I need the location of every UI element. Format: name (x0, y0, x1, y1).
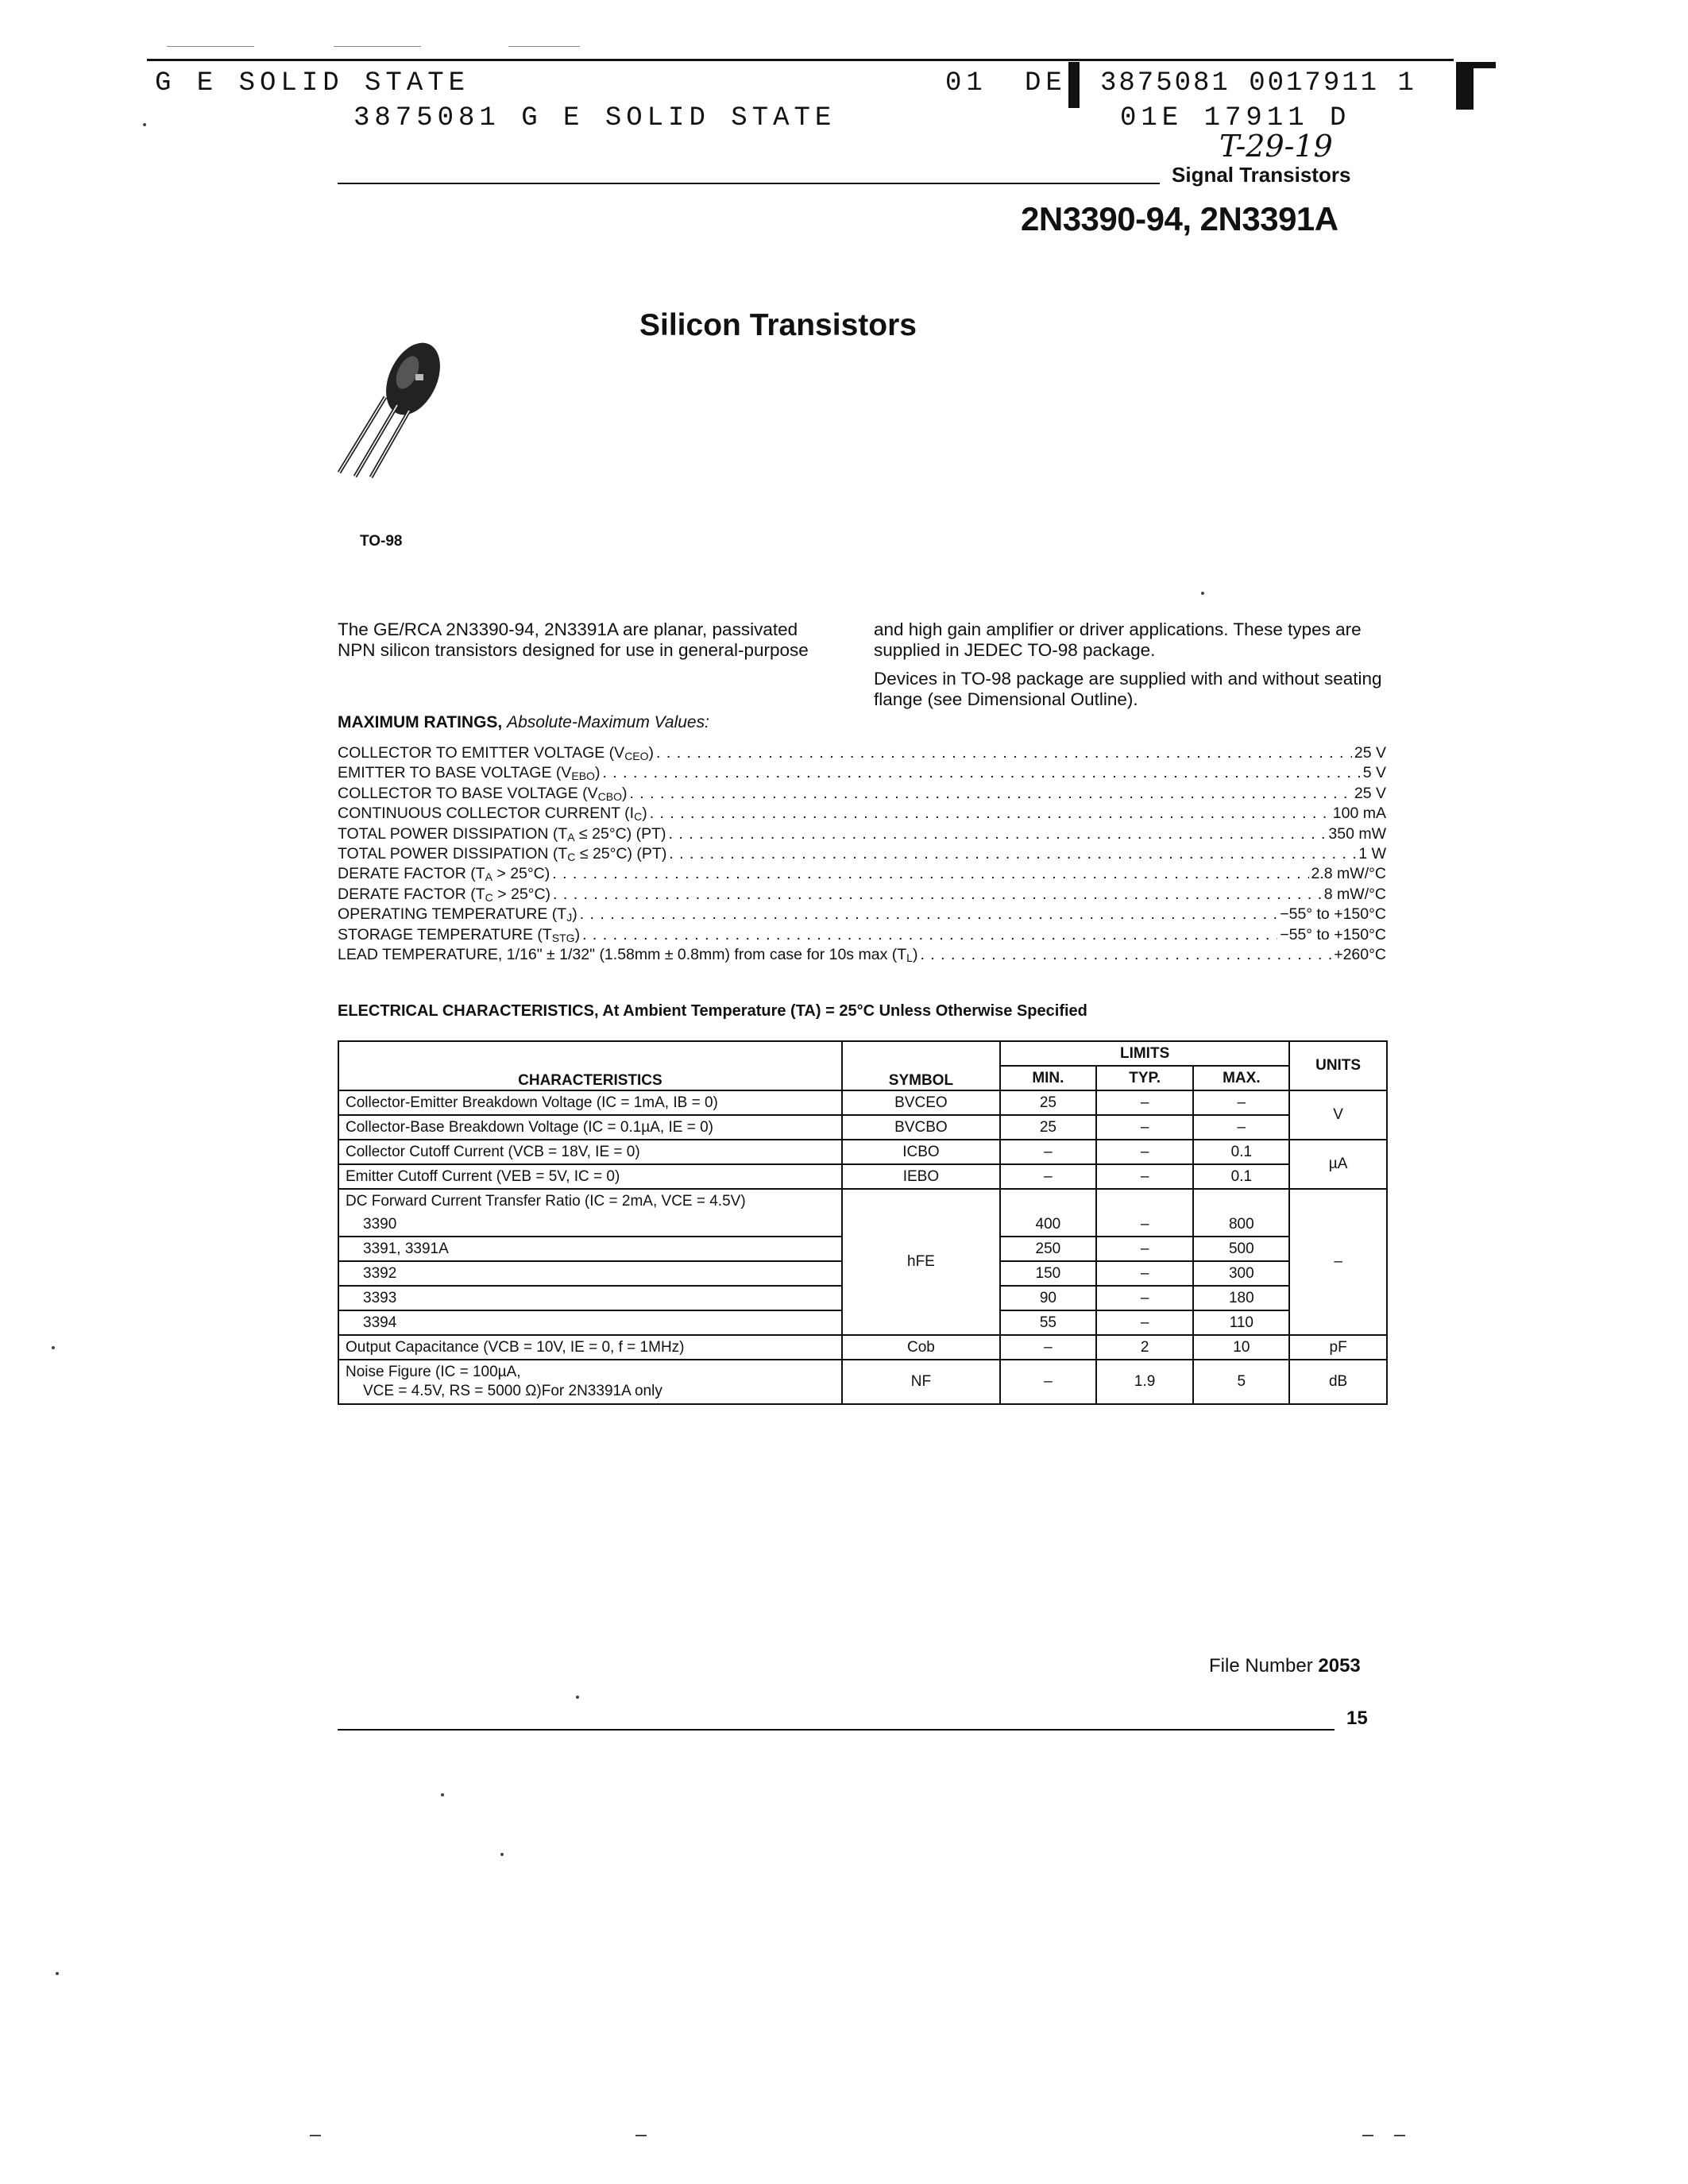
row-symbol: BVCBO (842, 1115, 1000, 1140)
hfe-part: 3391, 3391A (338, 1237, 842, 1261)
rating-row (338, 805, 1386, 824)
nf-min: – (1000, 1360, 1096, 1404)
table-row (338, 1140, 1387, 1164)
header-symbol: SYMBOL (842, 1041, 1000, 1090)
table-row (338, 1115, 1387, 1140)
row-units-ua: µA (1289, 1140, 1387, 1189)
row-symbol: ICBO (842, 1140, 1000, 1164)
nf-symbol: NF (842, 1360, 1000, 1404)
rating-row (338, 946, 1386, 966)
hfe-blank-min (1000, 1189, 1096, 1213)
row-typ: – (1096, 1164, 1194, 1189)
hfe-part: 3393 (338, 1286, 842, 1310)
hfe-heading: DC Forward Current Transfer Ratio (IC = 2mA, VCE = 4.5V) (338, 1189, 842, 1213)
file-number (1209, 1655, 1361, 1677)
rating-label: COLLECTOR TO EMITTER VOLTAGE $(V_{CEO})$ (338, 744, 655, 762)
row-typ: – (1096, 1090, 1194, 1115)
rating-value: 1 W (1358, 845, 1386, 862)
row-char: Emitter Cutoff Current (VEB = 5V, IC = 0) (338, 1164, 842, 1189)
rating-row (338, 764, 1386, 784)
section-rule (338, 183, 1160, 184)
hfe-part: 3390 (338, 1213, 842, 1237)
hfe-part: 3394 (338, 1310, 842, 1335)
package-label: TO-98 (360, 533, 403, 550)
cob-min: – (1000, 1335, 1096, 1360)
rating-value: −55° to +150°C (1280, 925, 1386, 943)
rating-value: 25 V (1354, 744, 1386, 762)
rating-value: 8 mW/°C (1323, 885, 1386, 903)
row-max: 0.1 (1193, 1164, 1289, 1189)
cob-max: 10 (1193, 1335, 1289, 1360)
rating-value: 25 V (1354, 784, 1386, 802)
hfe-min: 90 (1000, 1286, 1096, 1310)
hfe-typ: – (1096, 1286, 1194, 1310)
rating-label: TOTAL POWER DISSIPATION $(T_C \le 25^\circ C)$ (PT) (338, 845, 667, 863)
electrical-title: ELECTRICAL CHARACTERISTICS, At Ambient Temperature (TA) = 25°C Unless Otherwise Specified (338, 1002, 1087, 1020)
intro-col2-p2: Devices in TO-98 package are supplied with and without seating flange (see Dimensional Outline). (874, 669, 1382, 709)
rating-leader-dots (920, 946, 1331, 964)
intro-col1: The GE/RCA 2N3390-94, 2N3391A are planar, passivated NPN silicon transistors designed for use in general-purpose (338, 619, 809, 660)
rating-label: CONTINUOUS COLLECTOR CURRENT $(I_C)$ (338, 805, 647, 824)
rating-leader-dots (552, 865, 1308, 883)
hfe-typ: – (1096, 1310, 1194, 1335)
nf-char-line2: VCE = 4.5V, RS = 5000 Ω)For 2N3391A only (363, 1383, 662, 1399)
rating-value: 100 mA (1332, 805, 1386, 823)
intro-col2-p1: and high gain amplifier or driver applications. These types are supplied in JEDEC TO-98 package. (874, 619, 1362, 660)
row-typ: – (1096, 1115, 1194, 1140)
nf-char-line1: Noise Figure (IC = 100µA, (346, 1364, 521, 1380)
hfe-units: – (1289, 1189, 1387, 1335)
handwritten-note: T-29-19 (1219, 129, 1333, 164)
header-max: MAX. (1193, 1066, 1289, 1090)
hfe-max: 110 (1193, 1310, 1289, 1335)
rating-leader-dots (580, 905, 1278, 924)
transistor-illustration (330, 338, 457, 480)
rating-label: EMITTER TO BASE VOLTAGE $(V_{EBO})$ (338, 764, 601, 783)
row-symbol: IEBO (842, 1164, 1000, 1189)
row-min: 25 (1000, 1090, 1096, 1115)
header-code-01: 01 (945, 68, 987, 98)
hfe-typ: – (1096, 1213, 1194, 1237)
rating-value: 2.8 mW/°C (1311, 865, 1386, 883)
nf-char (338, 1360, 842, 1404)
max-ratings-title (338, 713, 709, 732)
rating-leader-dots (650, 805, 1331, 823)
hfe-part: 3392 (338, 1261, 842, 1286)
rating-leader-dots (669, 845, 1356, 863)
rating-leader-dots (669, 825, 1327, 843)
row-min: 25 (1000, 1115, 1096, 1140)
cob-typ: 2 (1096, 1335, 1194, 1360)
rating-label: COLLECTOR TO BASE VOLTAGE $(V_{CBO})$ (338, 784, 628, 803)
rating-leader-dots (553, 886, 1322, 904)
header-characteristics: CHARACTERISTICS (338, 1041, 842, 1090)
footer-rule (338, 1729, 1335, 1731)
row-char: Collector Cutoff Current (VCB = 18V, IE = 0) (338, 1140, 842, 1164)
max-ratings-title-italic: Absolute-Maximum Values: (507, 713, 709, 731)
rating-value: +260°C (1334, 946, 1386, 963)
header-black-bar (1068, 62, 1080, 108)
hfe-blank-max (1193, 1189, 1289, 1213)
hfe-min: 55 (1000, 1310, 1096, 1335)
rating-row (338, 845, 1386, 865)
corner-bracket-mark (1456, 62, 1474, 110)
file-number-label: File Number (1209, 1655, 1313, 1677)
hfe-min: 400 (1000, 1213, 1096, 1237)
hfe-min: 250 (1000, 1237, 1096, 1261)
table-row (338, 1164, 1387, 1189)
cob-char: Output Capacitance (VCB = 10V, IE = 0, f = 1MHz) (338, 1335, 842, 1360)
rating-value: 5 V (1362, 764, 1386, 782)
hfe-blank-typ (1096, 1189, 1194, 1213)
hfe-heading-row (338, 1189, 1387, 1213)
hfe-symbol: hFE (842, 1189, 1000, 1335)
table-row (338, 1090, 1387, 1115)
section-title: Signal Transistors (1172, 163, 1351, 187)
hfe-typ: – (1096, 1237, 1194, 1261)
nf-units: dB (1289, 1360, 1387, 1404)
header-code-de: DE (1025, 68, 1067, 98)
page-title: Silicon Transistors (639, 308, 917, 342)
nf-max: 5 (1193, 1360, 1289, 1404)
row-min: – (1000, 1164, 1096, 1189)
row-max: – (1193, 1115, 1289, 1140)
rating-row (338, 785, 1386, 805)
hfe-max: 800 (1193, 1213, 1289, 1237)
rating-leader-dots (629, 785, 1351, 803)
rating-leader-dots (582, 926, 1277, 944)
rating-row (338, 905, 1386, 925)
header-reference: 3875081 0017911 1 (1100, 68, 1416, 98)
electrical-table (338, 1040, 1388, 1405)
row-min: – (1000, 1140, 1096, 1164)
page-number: 15 (1346, 1707, 1368, 1729)
rating-row (338, 865, 1386, 885)
table-row (338, 1360, 1387, 1404)
header-doc-id: 01E 17911 D (1120, 103, 1351, 133)
hfe-max: 180 (1193, 1286, 1289, 1310)
header-code-line: 3875081 G E SOLID STATE (353, 103, 836, 133)
file-number-value: 2053 (1318, 1655, 1361, 1677)
rating-label: STORAGE TEMPERATURE $(T_{STG})$ (338, 925, 581, 944)
to98-package-icon (339, 338, 450, 477)
max-ratings-title-bold: MAXIMUM RATINGS, (338, 713, 503, 731)
corner-bracket-top (1456, 62, 1496, 68)
row-units-v: V (1289, 1090, 1387, 1140)
hfe-max: 500 (1193, 1237, 1289, 1261)
row-char: Collector-Emitter Breakdown Voltage (IC = 1mA, IB = 0) (338, 1090, 842, 1115)
rating-label: DERATE FACTOR $(T_A > 25^\circ C)$ (338, 865, 550, 884)
row-symbol: BVCEO (842, 1090, 1000, 1115)
header-company: G E SOLID STATE (155, 68, 470, 98)
hfe-max: 300 (1193, 1261, 1289, 1286)
header-limits: LIMITS (1000, 1041, 1289, 1066)
cob-units: pF (1289, 1335, 1387, 1360)
rating-label: LEAD TEMPERATURE, 1/16" ± 1/32" (1.58mm ± 0.8mm) from case for 10s $\max (T_L)$ (338, 946, 918, 964)
rating-row (338, 825, 1386, 845)
header-top-rule (147, 59, 1454, 61)
header-units: UNITS (1289, 1041, 1387, 1090)
rating-value: 350 mW (1328, 824, 1386, 843)
rating-label: TOTAL POWER DISSIPATION $(T_A \le 25^\circ C)$ (PT) (338, 824, 666, 843)
rating-leader-dots (602, 764, 1360, 782)
rating-leader-dots (656, 744, 1352, 762)
part-numbers: 2N3390-94, 2N3391A (1021, 200, 1338, 237)
cob-symbol: Cob (842, 1335, 1000, 1360)
rating-row (338, 886, 1386, 905)
row-char: Collector-Base Breakdown Voltage (IC = 0.1µA, IE = 0) (338, 1115, 842, 1140)
row-typ: – (1096, 1140, 1194, 1164)
hfe-min: 150 (1000, 1261, 1096, 1286)
nf-typ: 1.9 (1096, 1360, 1194, 1404)
rating-label: DERATE FACTOR $(T_C > 25^\circ C)$ (338, 885, 551, 904)
hfe-typ: – (1096, 1261, 1194, 1286)
header-min: MIN. (1000, 1066, 1096, 1090)
rating-label: OPERATING TEMPERATURE $(T_J)$ (338, 905, 577, 924)
rating-row (338, 744, 1386, 764)
rating-row (338, 926, 1386, 946)
header-typ: TYP. (1096, 1066, 1194, 1090)
row-max: 0.1 (1193, 1140, 1289, 1164)
table-row (338, 1335, 1387, 1360)
row-max: – (1193, 1090, 1289, 1115)
rating-value: −55° to +150°C (1280, 905, 1386, 924)
